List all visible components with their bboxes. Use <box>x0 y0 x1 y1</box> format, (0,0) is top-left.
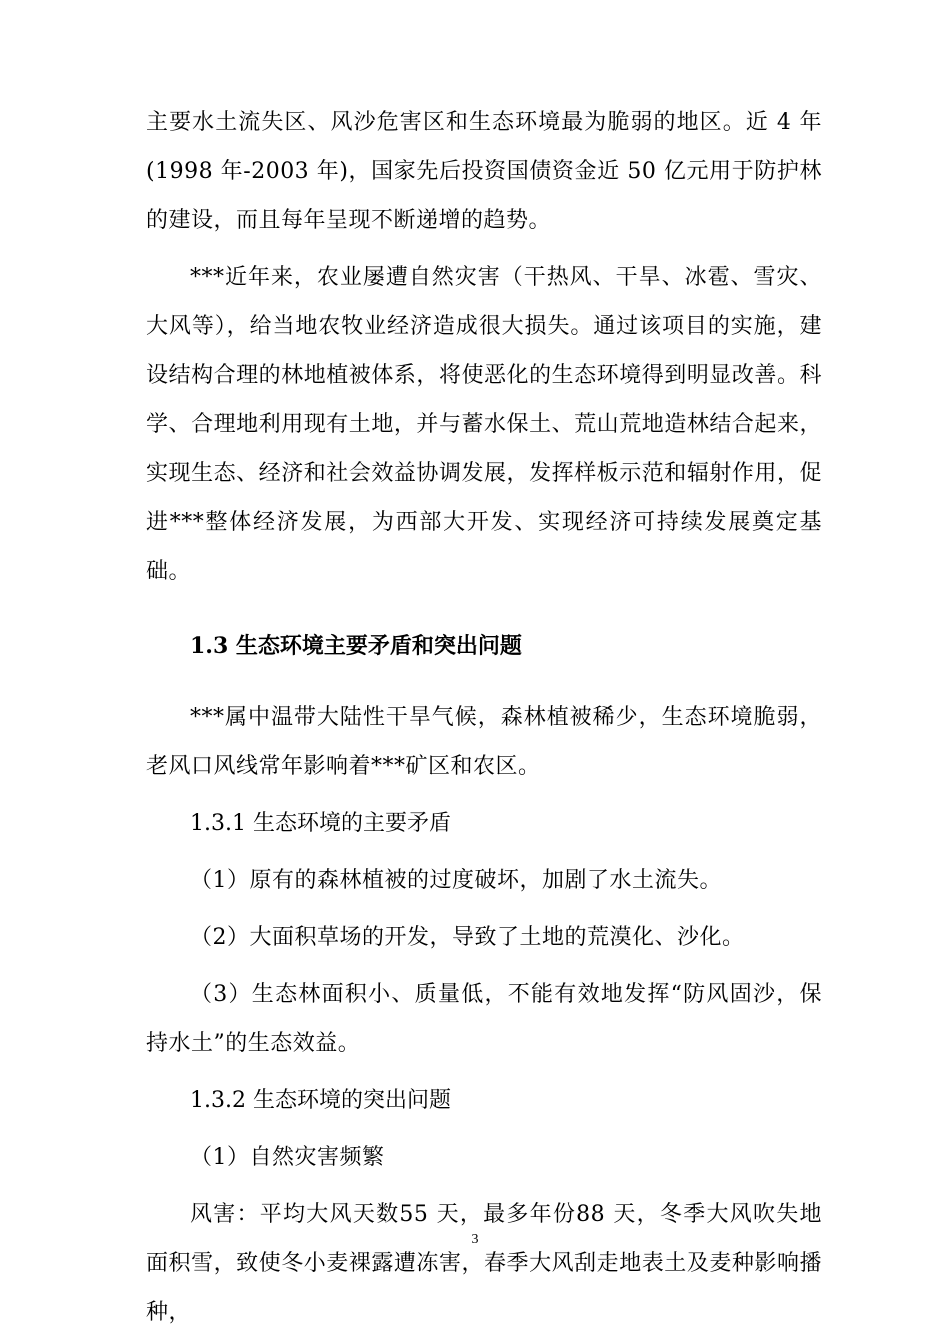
subsection-title-problems: 1.3.2 生态环境的突出问题 <box>190 1088 451 1113</box>
section-intro: ***属中温带大陆性干旱气候，森林植被稀少，生态环境脆弱，老风口风线常年影响着***矿区和农区。 <box>146 705 822 779</box>
list-item: （3）生态林面积小、质量低，不能有效地发挥“防风固沙，保持水土”的生态效益。 <box>146 982 822 1056</box>
section-heading: 1.3 生态环境主要矛盾和突出问题 <box>190 633 522 659</box>
paragraph-investment: 主要水土流失区、风沙危害区和生态环境最为脆弱的地区。近 4 年(1998 年-2003 年)，国家先后投资国债资金近 50 亿元用于防护林的建设，而且每年呈现不断递增的趋势。 <box>146 110 822 233</box>
subsection-title-contradictions: 1.3.1 生态环境的主要矛盾 <box>190 811 451 836</box>
page-number: 3 <box>471 1232 479 1247</box>
list-item: （1）自然灾害频繁 <box>190 1145 385 1170</box>
list-item: （2）大面积草场的开发，导致了土地的荒漠化、沙化。 <box>190 925 745 950</box>
document-body <box>146 98 822 1337</box>
paragraph-wind-damage: 风害：平均大风天数55 天，最多年份88 天，冬季大风吹失地面积雪，致使冬小麦裸露遭冻害，春季大风刮走地表土及麦种影响播种， <box>146 1202 822 1325</box>
paragraph-disasters: ***近年来，农业屡遭自然灾害（干热风、干旱、冰雹、雪灾、大风等），给当地农牧业经济造成很大损失。通过该项目的实施，建设结构合理的林地植被体系，将使恶化的生态环境得到明显改善。科学、合理地利用现有土地，并与蓄水保土、荒山荒地造林结合起来，实现生态、经济和社会效益协调发展，发挥样板示范和辐射作用，促进***整体经济发展，为西部大开发、实现经济可持续发展奠定基础。 <box>146 265 822 584</box>
list-item: （1）原有的森林植被的过度破坏，加剧了水土流失。 <box>190 868 722 893</box>
